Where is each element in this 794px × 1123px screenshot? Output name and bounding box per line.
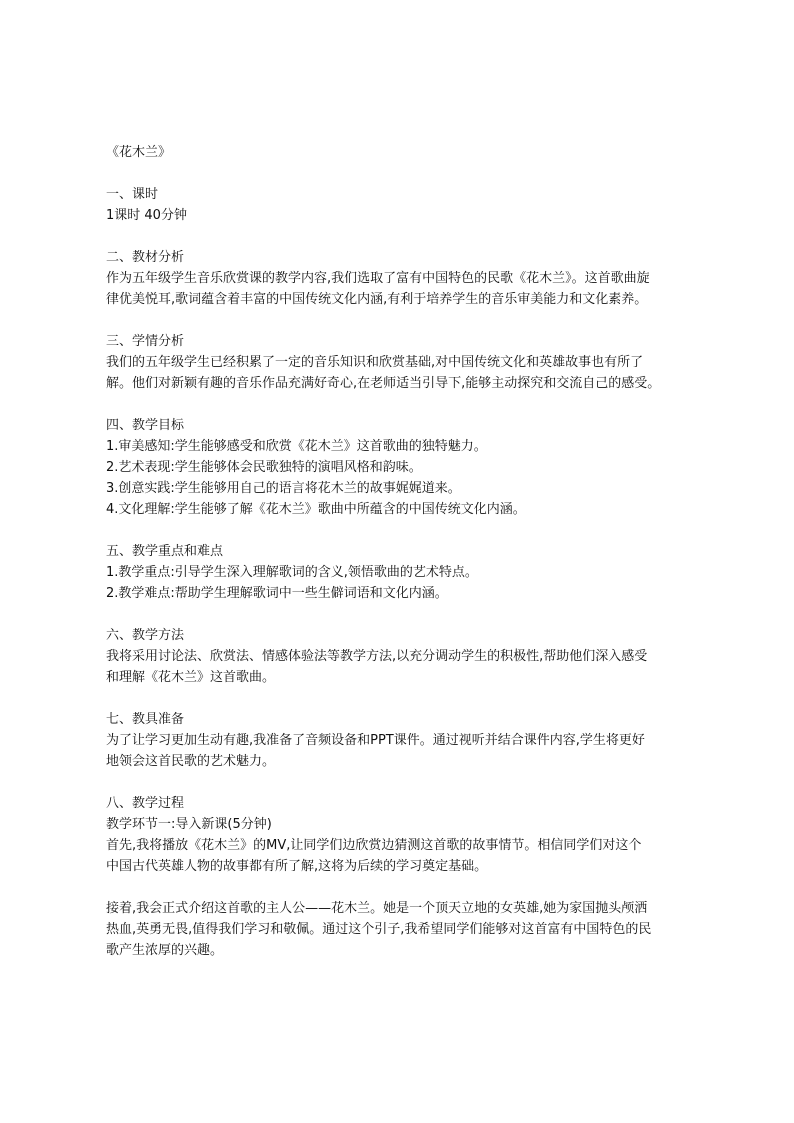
- section-key-points: [106, 541, 698, 604]
- section-heading: 七、教具准备: [106, 712, 185, 727]
- goal-item: 2.艺术表现:学生能够体会民歌独特的演唱风格和韵味。: [106, 460, 422, 475]
- key-point-item: 1.教学重点:引导学生深入理解歌词的含义,领悟歌曲的艺术特点。: [106, 565, 478, 580]
- key-point-item: 2.教学难点:帮助学生理解歌词中一些生僻词语和文化内涵。: [106, 586, 448, 601]
- section-line: 我将采用讨论法、欣赏法、情感体验法等教学方法,以充分调动学生的积极性,帮助他们深入感受: [106, 649, 648, 664]
- goal-item: 4.文化理解:学生能够了解《花木兰》歌曲中所蕴含的中国传统文化内涵。: [106, 502, 526, 517]
- section-material-analysis: [106, 247, 698, 310]
- section-line: 解。他们对新颖有趣的音乐作品充满好奇心,在老师适当引导下,能够主动探究和交流自己的感受。: [106, 376, 661, 391]
- section-line: 1课时 40分钟: [106, 208, 187, 223]
- section-heading: 八、教学过程: [106, 796, 185, 811]
- section-heading: 二、教材分析: [106, 250, 185, 265]
- section-teaching-process: [106, 793, 698, 961]
- section-line: 首先,我将播放《花木兰》的MV,让同学们边欣赏边猜测这首歌的故事情节。相信同学们对这个: [106, 838, 642, 853]
- section-line: 作为五年级学生音乐欣赏课的教学内容,我们选取了富有中国特色的民歌《花木兰》。这首歌曲旋: [106, 271, 650, 286]
- section-teaching-aids: [106, 709, 698, 772]
- section-student-analysis: [106, 331, 698, 394]
- document-title: 《花木兰》: [106, 145, 172, 160]
- process-step-title: 教学环节一:导入新课(5分钟): [106, 817, 272, 832]
- goal-item: 1.审美感知:学生能够感受和欣赏《花木兰》这首歌曲的独特魅力。: [106, 439, 487, 454]
- section-line: 律优美悦耳,歌词蕴含着丰富的中国传统文化内涵,有利于培养学生的音乐审美能力和文化素养。: [106, 292, 648, 307]
- section-line: 歌产生浓厚的兴趣。: [106, 943, 224, 958]
- document-page: [106, 142, 698, 982]
- section-line: 和理解《花木兰》这首歌曲。: [106, 670, 276, 685]
- section-class-hours: [106, 184, 698, 226]
- goal-item: 3.创意实践:学生能够用自己的语言将花木兰的故事娓娓道来。: [106, 481, 461, 496]
- section-teaching-goals: [106, 415, 698, 520]
- section-line: 地领会这首民歌的艺术魅力。: [106, 754, 276, 769]
- section-line: 我们的五年级学生已经积累了一定的音乐知识和欣赏基础,对中国传统文化和英雄故事也有所了: [106, 355, 644, 370]
- section-line: 为了让学习更加生动有趣,我准备了音频设备和PPT课件。通过视听并结合课件内容,学生将更好: [106, 733, 645, 748]
- section-line: 中国古代英雄人物的故事都有所了解,这将为后续的学习奠定基础。: [106, 859, 488, 874]
- section-heading: 一、课时: [106, 187, 159, 202]
- section-teaching-methods: [106, 625, 698, 688]
- section-heading: 三、学情分析: [106, 334, 185, 349]
- section-heading: 四、教学目标: [106, 418, 185, 433]
- section-heading: 六、教学方法: [106, 628, 185, 643]
- paragraph-gap: [106, 877, 698, 898]
- section-line: 接着,我会正式介绍这首歌的主人公——花木兰。她是一个顶天立地的女英雄,她为家国抛头颅洒: [106, 901, 648, 916]
- section-heading: 五、教学重点和难点: [106, 544, 224, 559]
- section-line: 热血,英勇无畏,值得我们学习和敬佩。通过这个引子,我希望同学们能够对这首富有中国特色的民: [106, 922, 652, 937]
